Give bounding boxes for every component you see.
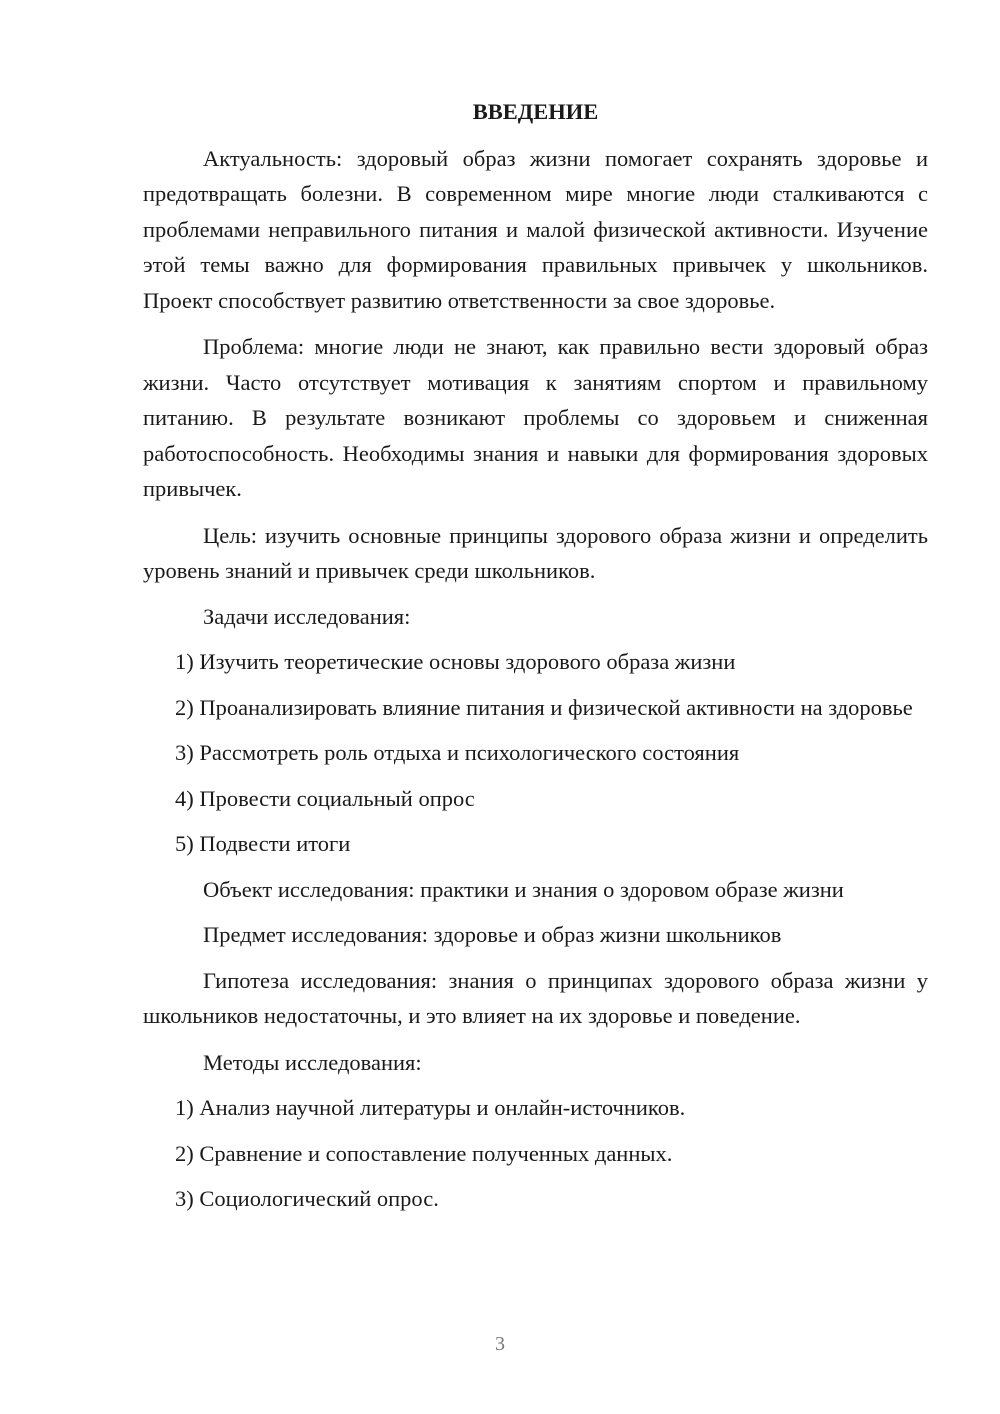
methods-title: Методы исследования: (203, 1049, 422, 1075)
task-item: 2) Проанализировать влияние питания и физической активности на здоровье (175, 694, 913, 720)
subject-paragraph: Предмет исследования: здоровье и образ жизни школьников (203, 922, 782, 947)
method-item: 2) Сравнение и сопоставление полученных данных. (175, 1140, 673, 1166)
task-item: 1) Изучить теоретические основы здорового образа жизни (175, 649, 736, 674)
object-paragraph: Объект исследования: практики и знания о здоровом образе жизни (203, 876, 844, 902)
hypothesis-paragraph: Гипотеза исследования: знания о принципах здорового образа жизни у школьников недостаточны, и это влияет на их здоровье и поведение. (143, 967, 928, 1028)
method-item: 3) Социологический опрос. (175, 1186, 439, 1211)
task-item: 4) Провести социальный опрос (175, 785, 475, 811)
task-item: 5) Подвести итоги (175, 831, 351, 856)
relevance-paragraph: Актуальность: здоровый образ жизни помогает сохранять здоровье и предотвращать болезни. В современном мире многие люди сталкиваются с проблемами неправильного питания и малой физической активности. Изучение этой темы важно для формирования правильных привычек у школьников. Проект способствует развитию ответственности за свое здоровье. (143, 145, 928, 313)
problem-paragraph: Проблема: многие люди не знают, как правильно вести здоровый образ жизни. Часто отсутствует мотивация к занятиям спортом и правильному питанию. В результате возникают проблемы со здоровьем и сниженная работоспособность. Необходимы знания и навыки для формирования здоровых привычек. (143, 334, 928, 501)
tasks-title: Задачи исследования: (203, 603, 411, 629)
page-number: 3 (495, 1333, 505, 1355)
task-item: 3) Рассмотреть роль отдыха и психологического состояния (175, 740, 740, 765)
goal-paragraph: Цель: изучить основные принципы здорового образа жизни и определить уровень знаний и привычек среди школьников. (143, 522, 928, 583)
page-content (143, 94, 928, 1217)
page-heading: ВВЕДЕНИЕ (472, 99, 599, 124)
method-item: 1) Анализ научной литературы и онлайн-источников. (175, 1095, 686, 1120)
